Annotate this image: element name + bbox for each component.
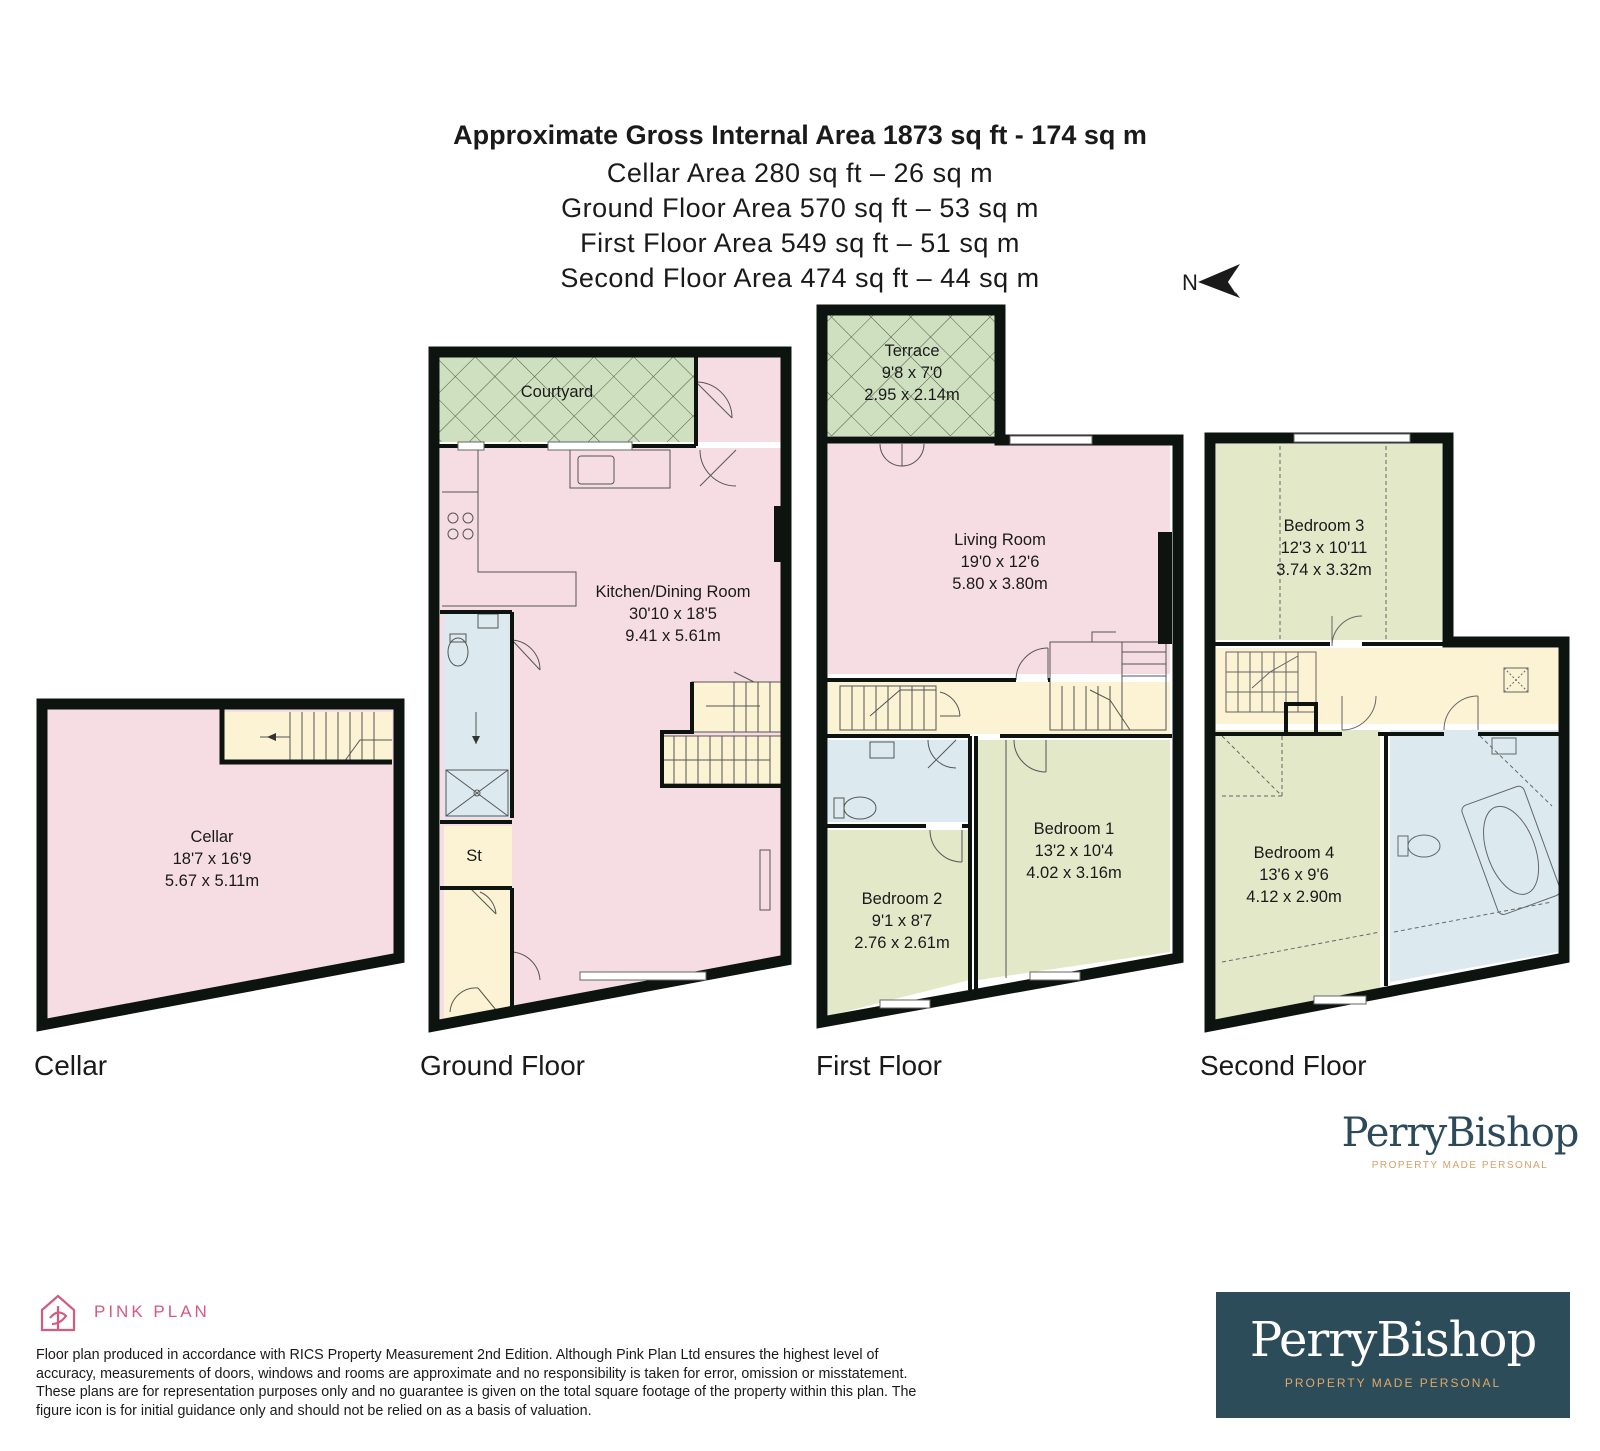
- bedroom4-metric: 4.12 x 2.90m: [1246, 888, 1342, 906]
- bedroom1-metric: 4.02 x 3.16m: [1026, 864, 1122, 882]
- terrace-metric: 2.95 x 2.14m: [864, 386, 960, 404]
- bedroom1-imperial: 13'2 x 10'4: [1034, 842, 1114, 860]
- cellar-area-line: Cellar Area 280 sq ft – 26 sq m: [606, 158, 994, 188]
- cellar-imperial: 18'7 x 16'9: [172, 850, 252, 868]
- terrace-name: Terrace: [884, 342, 940, 360]
- living-imperial: 19'0 x 12'6: [960, 553, 1040, 571]
- cellar-metric: 5.67 x 5.11m: [164, 872, 260, 890]
- kitchen-imperial: 30'10 x 18'5: [629, 605, 717, 623]
- floor-label-first: First Floor: [816, 1050, 942, 1081]
- disclaimer-text: Floor plan produced in accordance with RICS Property Measurement 2nd Edition. Although Pink Plan Ltd ensures the highest level of accuracy, measurements of doors, windows and rooms are approximate and no responsibility is taken for error, omission or misstatement. These plans are for representation purposes only and no guarantee is given on the total square footage of the property within this plan. The figure icon is for initial guidance only and should not be relied on as a basis of valuation.: [36, 1347, 917, 1419]
- floor-label-second: Second Floor: [1200, 1050, 1367, 1081]
- first-area-line: First Floor Area 549 sq ft – 51 sq m: [580, 228, 1020, 258]
- perrybishop-box-name: PerryBishop: [1249, 1312, 1537, 1368]
- bedroom3-name: Bedroom 3: [1283, 517, 1365, 535]
- cellar-name: Cellar: [190, 828, 234, 846]
- living-name: Living Room: [954, 531, 1046, 549]
- bedroom2-name: Bedroom 2: [861, 890, 943, 908]
- ground-area-line: Ground Floor Area 570 sq ft – 53 sq m: [561, 193, 1039, 223]
- second-area-line: Second Floor Area 474 sq ft – 44 sq m: [560, 263, 1040, 293]
- area-title: Approximate Gross Internal Area 1873 sq ft - 174 sq m: [453, 120, 1147, 150]
- second-floor-plan: [1210, 434, 1564, 1026]
- bedroom4-name: Bedroom 4: [1253, 844, 1335, 862]
- perrybishop-tagline: PROPERTY MADE PERSONAL: [1371, 1160, 1549, 1171]
- bedroom3-imperial: 12'3 x 10'11: [1280, 539, 1368, 557]
- kitchen-metric: 9.41 x 5.61m: [625, 627, 721, 645]
- bedroom4-imperial: 13'6 x 9'6: [1259, 866, 1329, 884]
- perrybishop-box-logo: [1216, 1292, 1570, 1418]
- courtyard-name: Courtyard: [520, 383, 594, 401]
- bedroom3-metric: 3.74 x 3.32m: [1276, 561, 1372, 579]
- terrace-imperial: 9'8 x 7'0: [881, 364, 943, 382]
- perrybishop-box-tagline: PROPERTY MADE PERSONAL: [1284, 1376, 1502, 1390]
- perrybishop-logo: [1340, 1110, 1580, 1171]
- floor-label-ground: Ground Floor: [420, 1050, 585, 1081]
- bedroom1-name: Bedroom 1: [1033, 820, 1115, 838]
- bedroom2-metric: 2.76 x 2.61m: [854, 934, 950, 952]
- pink-plan-name: PINK PLAN: [94, 1302, 210, 1321]
- north-label: N: [1182, 270, 1198, 295]
- floor-label-cellar: Cellar: [34, 1050, 108, 1081]
- perrybishop-name: PerryBishop: [1341, 1110, 1579, 1156]
- ground-floor-plan: [434, 352, 786, 1026]
- kitchen-name: Kitchen/Dining Room: [595, 583, 751, 601]
- bedroom2-imperial: 9'1 x 8'7: [871, 912, 933, 930]
- store-name: St: [466, 847, 482, 865]
- living-metric: 5.80 x 3.80m: [952, 575, 1048, 593]
